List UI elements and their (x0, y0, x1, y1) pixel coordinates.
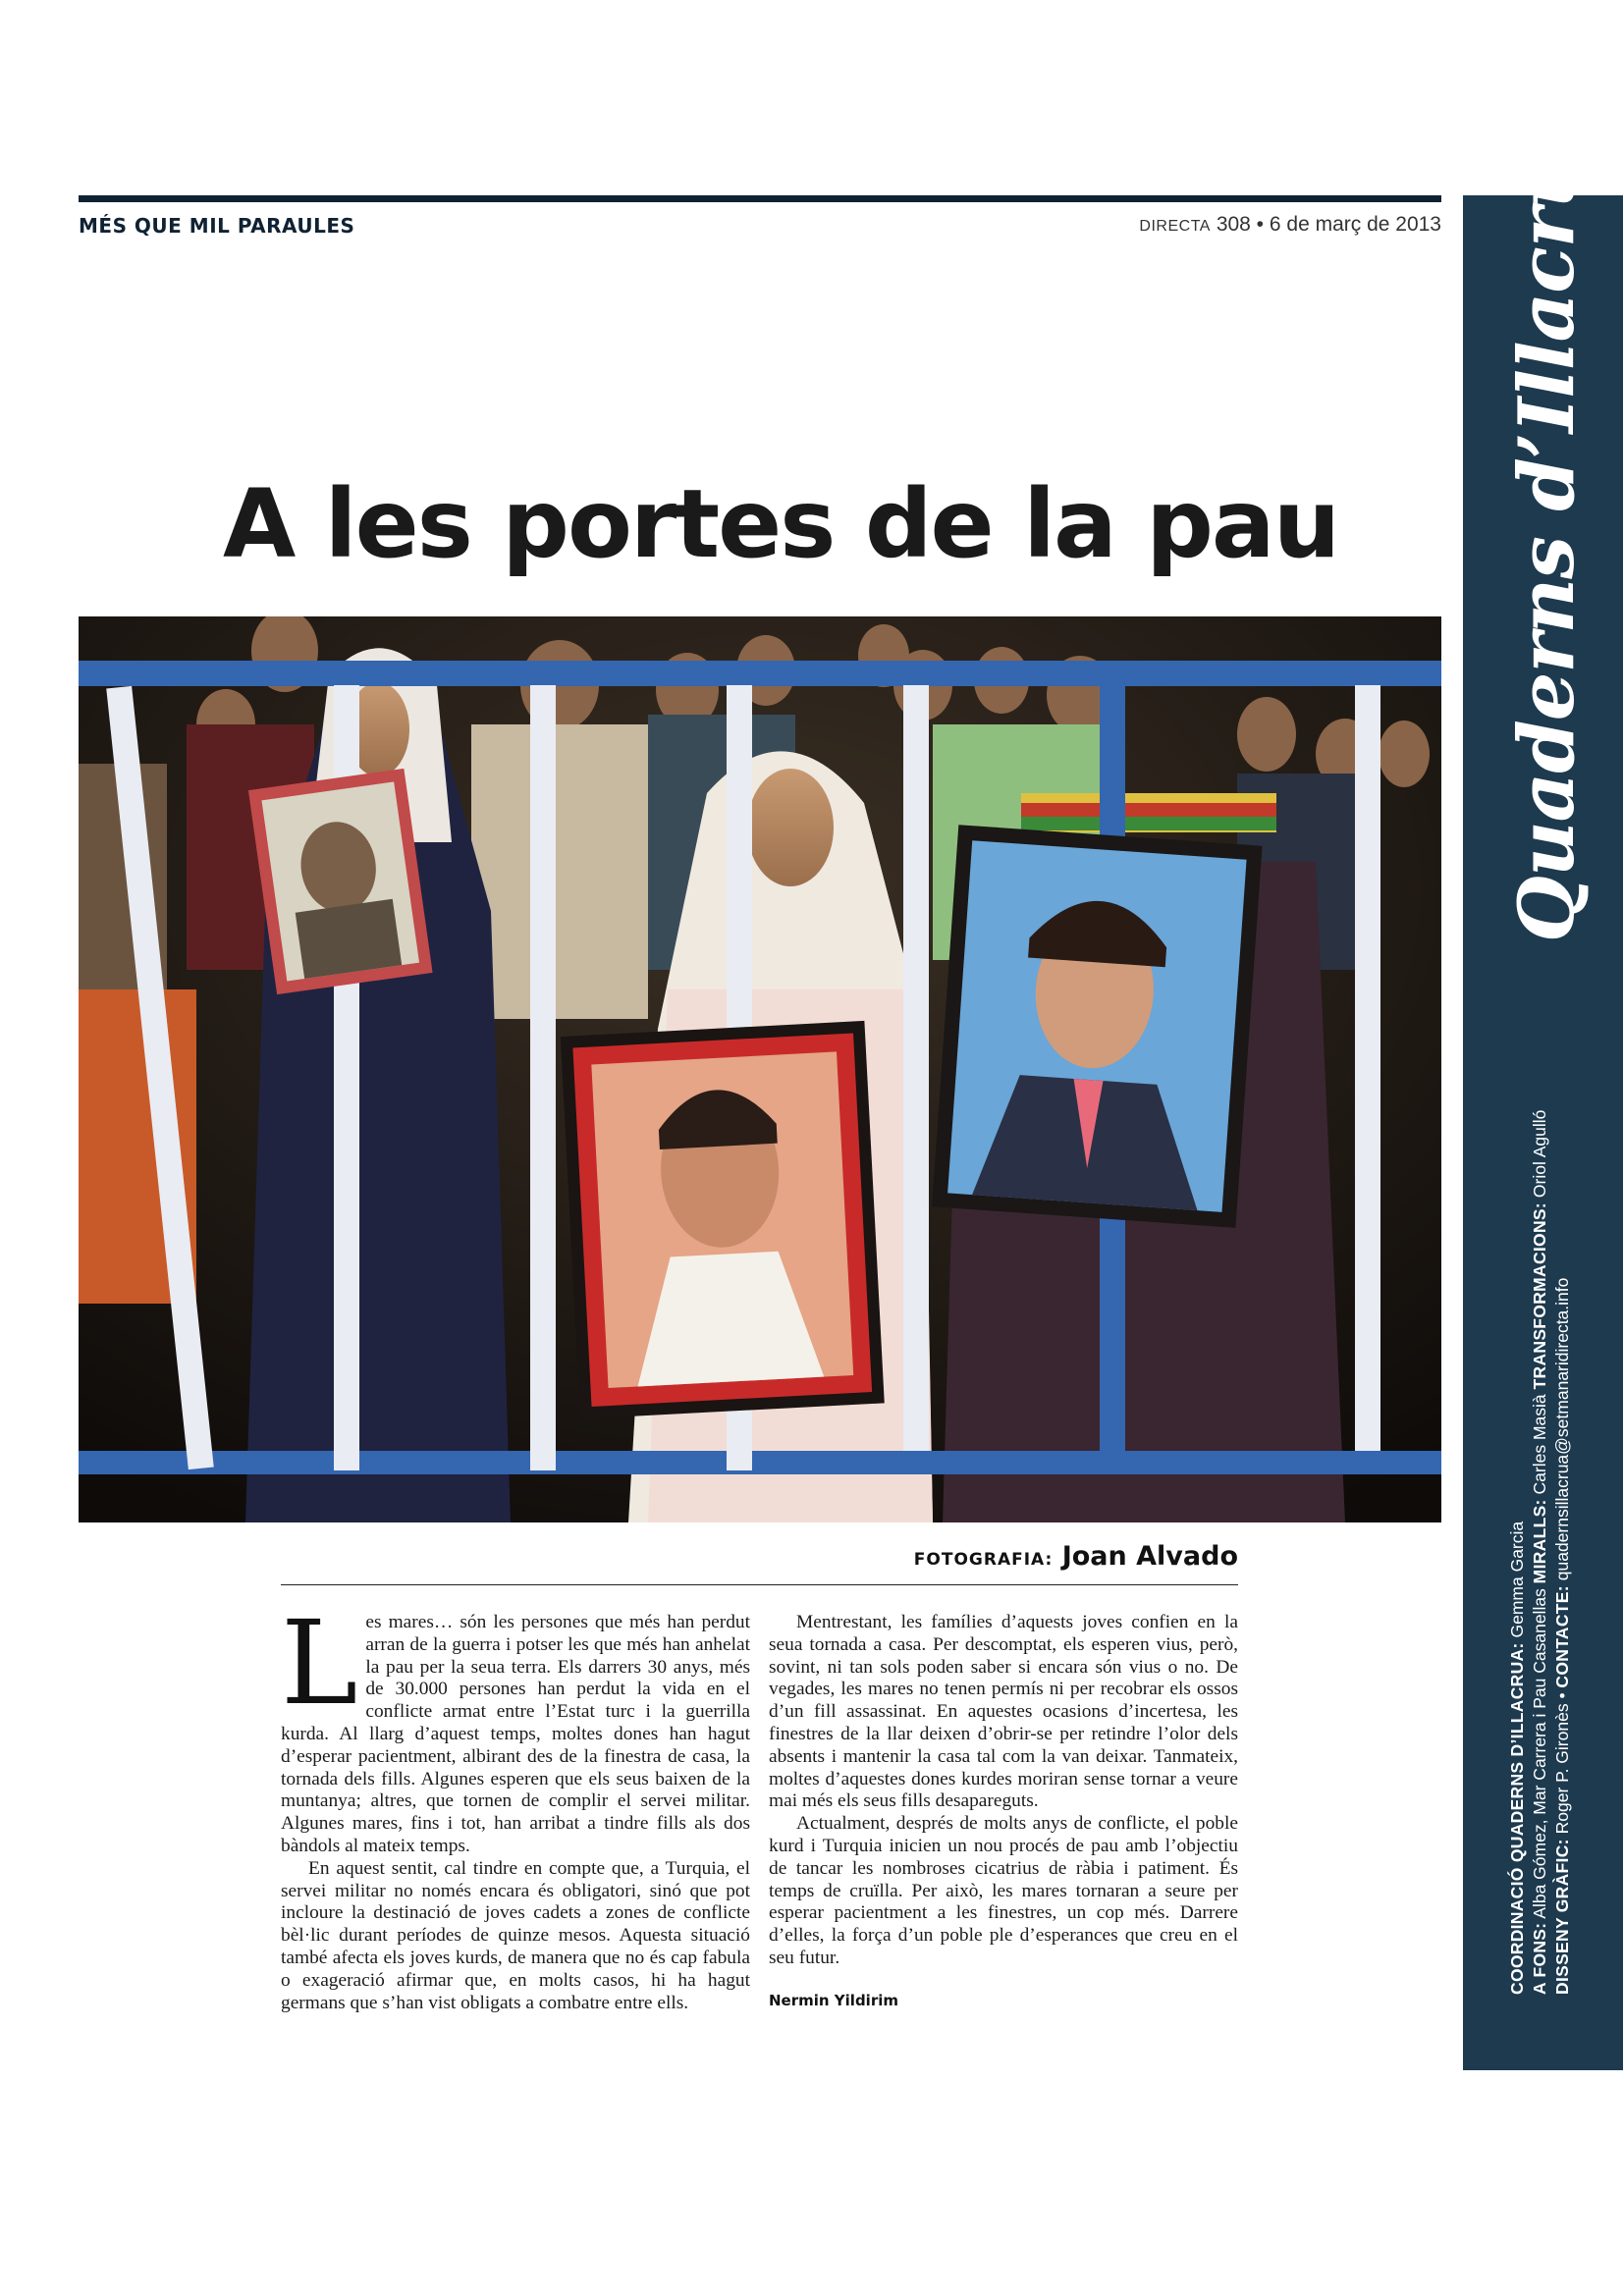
paragraph: En aquest sentit, cal tindre en compte que, a Turquia, el servei militar no només encara és obligatori, sinó que pot incloure la destinació de joves cadets a zones de conflicte bèl·lic durant períodes de quinze mesos. Aquesta situació també afecta els joves kurds, de manera que no és cap fabula o exageració afirmar que, en molts casos, hi ha hagut germans que s’han vist obligats a combatre entre ells. (281, 1857, 750, 2013)
credit-line-2: A FONS: Alba Gómez, Mar Carrera i Pau Casanellas MIRALLS: Carles Masià TRANSFORMACIONS: Oriol Agulló (1530, 1109, 1549, 1995)
credit-rule (281, 1584, 1238, 1585)
sidebar-credits (1506, 1110, 1574, 1995)
article-headline: A les portes de la pau (222, 469, 1339, 579)
photographer-name: Joan Alvado (1053, 1541, 1238, 1572)
photo-credit (914, 1541, 1238, 1572)
author-byline: Nermin Yildirim (769, 1991, 898, 2009)
paragraph: Mentrestant, les famílies d’aquests joves confien en la seua tornada a casa. Per descomptat, els esperen vius, però, sovint, ni tan sols poden saber si encara són vius o no. De vegades, les mares no tenen permís ni per recobrar els ossos d’un fill assassinat. En aquestes ocasions d’incertesa, les finestres de la llar deixen d’obrir-se per retindre l’olor dels absents i mantenir la casa tal com la van deixar. Tanmateix, moltes d’aquestes dones kurdes moriran sense tornar a veure mai més els seus fills desapareguts. (769, 1612, 1238, 1812)
paragraph: Les mares… són les persones que més han perdut arran de la guerra i potser les que més han anhelat la pau per la seua terra. Els darrers 30 anys, més de 30.000 persones han perdut la vida en el conflicte armat entre l’Estat turc i la guerrilla kurda. Al llarg d’aquest temps, moltes dones han hagut d’esperar pacientment, albirant des de la finestra de casa, la tornada dels fills. Algunes esperen que els seus baixen de la muntanya; altres, que tornen de complir el servei militar. Algunes mares, fins i tot, han arribat a tindre fills als dos bàndols al mateix temps. (281, 1595, 750, 1856)
credit-line-1: COORDINACIÓ QUADERNS D’ILLACRUA: Gemma Garcia (1507, 1521, 1527, 1995)
main-photo (79, 616, 1441, 1522)
article-column-2 (769, 1612, 1238, 2012)
issue-info (1139, 213, 1441, 237)
crowd-photo-illustration (79, 616, 1441, 1522)
paragraph: Actualment, després de molts anys de conflicte, el poble kurd i Turquia inicien un nou procés de pau amb l’objectiu de tancar les nombroses cicatrius de ràbia i patiment. És temps de cruïlla. Per això, les mares tornaran a seure per esperar pacientment a les finestres, un cop més. Darrere d’elles, la força d’un poble ple d’esperances que creu en el seu futur. (769, 1813, 1238, 1968)
credit-line-3: DISSENY GRÀFIC: Roger P. Gironès • CONTACTE: quadernsillacrua@setmanaridirecta.info (1552, 1277, 1572, 1995)
publication-name: DIRECTA (1139, 218, 1211, 235)
sidebar-title: Quaderns d’Illacrua (1502, 104, 1592, 942)
photo-credit-label: FOTOGRAFIA: (913, 1550, 1054, 1570)
header-rule (79, 195, 1441, 202)
issue-date: 308 • 6 de març de 2013 (1216, 213, 1441, 236)
drop-cap: L (281, 1595, 358, 1731)
article-column-1 (281, 1595, 750, 2014)
section-label: MÉS QUE MIL PARAULES (79, 214, 355, 238)
